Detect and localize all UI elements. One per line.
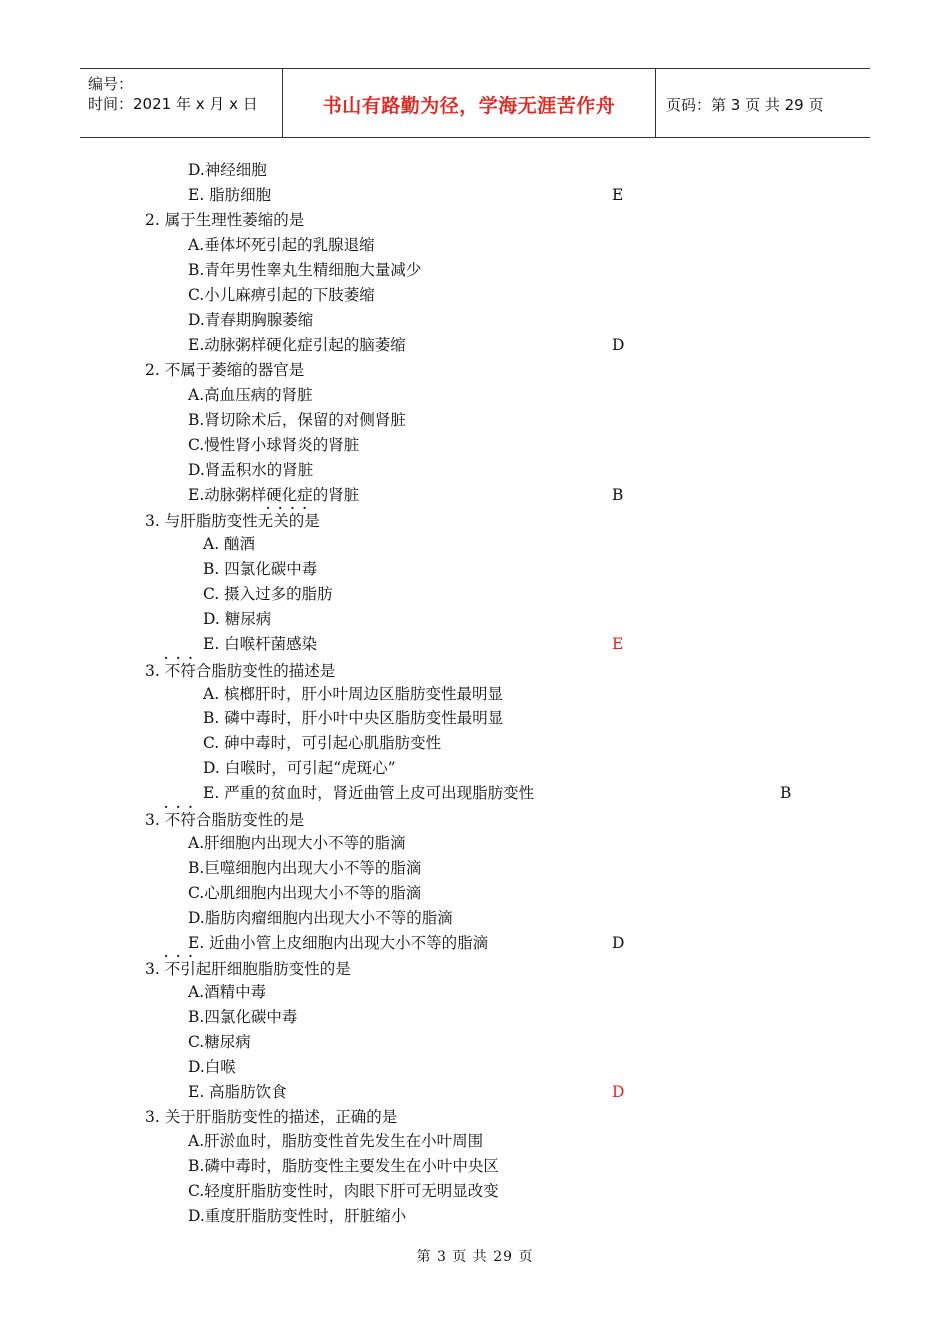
header-right-cell xyxy=(656,69,870,137)
option-line: D. 白喉时，可引起“虎斑心” xyxy=(203,759,396,777)
question-stem: 3. 不符合脂肪变性的描述是 xyxy=(145,662,336,680)
question-stem: 3. 关于肝脂肪变性的描述，正确的是 xyxy=(145,1108,398,1126)
answer-key: E xyxy=(612,635,624,653)
option-line: A.高血压病的肾脏 xyxy=(188,386,313,404)
question-stem: 2. 属于生理性萎缩的是 xyxy=(145,211,305,229)
option-line: E. 白喉杆菌感染 xyxy=(203,635,318,653)
option-line: C.糖尿病 xyxy=(188,1033,251,1051)
option-line: C.小儿麻痹引起的下肢萎缩 xyxy=(188,286,375,304)
option-line: D.青春期胸腺萎缩 xyxy=(188,311,314,329)
option-line: C.慢性肾小球肾炎的肾脏 xyxy=(188,436,360,454)
answer-key: D xyxy=(612,336,625,354)
option-line: E.动脉粥样硬化症引起的脑萎缩 xyxy=(188,336,406,354)
option-line: B.肾切除术后，保留的对侧肾脏 xyxy=(188,411,406,429)
emphasis-dots: ··· xyxy=(164,651,201,665)
option-line: D.脂肪肉瘤细胞内出现大小不等的脂滴 xyxy=(188,909,453,927)
option-line: C.轻度肝脂肪变性时，肉眼下肝可无明显改变 xyxy=(188,1182,499,1200)
option-line: D.肾盂积水的肾脏 xyxy=(188,461,314,479)
option-line: B.巨噬细胞内出现大小不等的脂滴 xyxy=(188,859,422,877)
header-motto: 书山有路勤为径，学海无涯苦作舟 xyxy=(322,95,616,117)
emphasis-dots: ··· xyxy=(164,800,201,814)
option-line: C.心肌细胞内出现大小不等的脂滴 xyxy=(188,884,422,902)
page-footer: 第 3 页 共 29 页 xyxy=(416,1249,534,1265)
option-line: A. 槟榔肝时，肝小叶周边区脂肪变性最明显 xyxy=(203,685,504,703)
option-line: C. 砷中毒时，可引起心肌脂肪变性 xyxy=(203,734,442,752)
document-header xyxy=(80,68,870,138)
option-line: E. 脂肪细胞 xyxy=(188,186,272,204)
page-info: 页码：第 3 页 共 29 页 xyxy=(666,96,824,114)
header-center-cell xyxy=(283,69,656,137)
option-line: E. 严重的贫血时，肾近曲管上皮可出现脂肪变性 xyxy=(203,784,535,802)
option-line: D. 糖尿病 xyxy=(203,610,272,628)
option-line: D.重度肝脂肪变性时，肝脏缩小 xyxy=(188,1207,407,1225)
option-line: D.白喉 xyxy=(188,1058,236,1076)
option-line: B.磷中毒时，脂肪变性主要发生在小叶中央区 xyxy=(188,1157,499,1175)
option-line: C. 摄入过多的脂肪 xyxy=(203,585,333,603)
option-line: A.酒精中毒 xyxy=(188,983,267,1001)
number-label: 编号： xyxy=(88,75,134,93)
option-line: A. 酗酒 xyxy=(203,535,256,553)
answer-key: B xyxy=(780,784,792,802)
option-line: D.神经细胞 xyxy=(188,161,267,179)
question-stem: 3. 不引起肝细胞脂肪变性的是 xyxy=(145,960,351,978)
option-line: B.青年男性睾丸生精细胞大量减少 xyxy=(188,261,422,279)
time-label: 时间：2021 年 x 月 x 日 xyxy=(88,95,258,113)
option-line: A.肝细胞内出现大小不等的脂滴 xyxy=(188,834,406,852)
question-stem: 3. 与肝脂肪变性无关的是 xyxy=(145,512,320,530)
option-line: B. 四氯化碳中毒 xyxy=(203,560,318,578)
answer-key: B xyxy=(612,486,624,504)
emphasis-dots: ··· xyxy=(164,949,201,963)
answer-key: E xyxy=(612,186,624,204)
option-line: E.动脉粥样硬化症的肾脏 xyxy=(188,486,360,504)
option-line: A.肝淤血时，脂肪变性首先发生在小叶周围 xyxy=(188,1132,484,1150)
emphasis-dots: ···· xyxy=(266,501,315,515)
option-line: E. 高脂肪饮食 xyxy=(188,1083,287,1101)
question-stem: 2. 不属于萎缩的器官是 xyxy=(145,361,305,379)
option-line: B.四氯化碳中毒 xyxy=(188,1008,298,1026)
option-line: E. 近曲小管上皮细胞内出现大小不等的脂滴 xyxy=(188,934,489,952)
answer-key: D xyxy=(612,934,625,952)
option-line: B. 磷中毒时，肝小叶中央区脂肪变性最明显 xyxy=(203,709,504,727)
option-line: A.垂体坏死引起的乳腺退缩 xyxy=(188,236,375,254)
answer-key: D xyxy=(612,1083,625,1101)
header-left-cell xyxy=(80,69,283,137)
question-stem: 3. 不符合脂肪变性的是 xyxy=(145,811,305,829)
